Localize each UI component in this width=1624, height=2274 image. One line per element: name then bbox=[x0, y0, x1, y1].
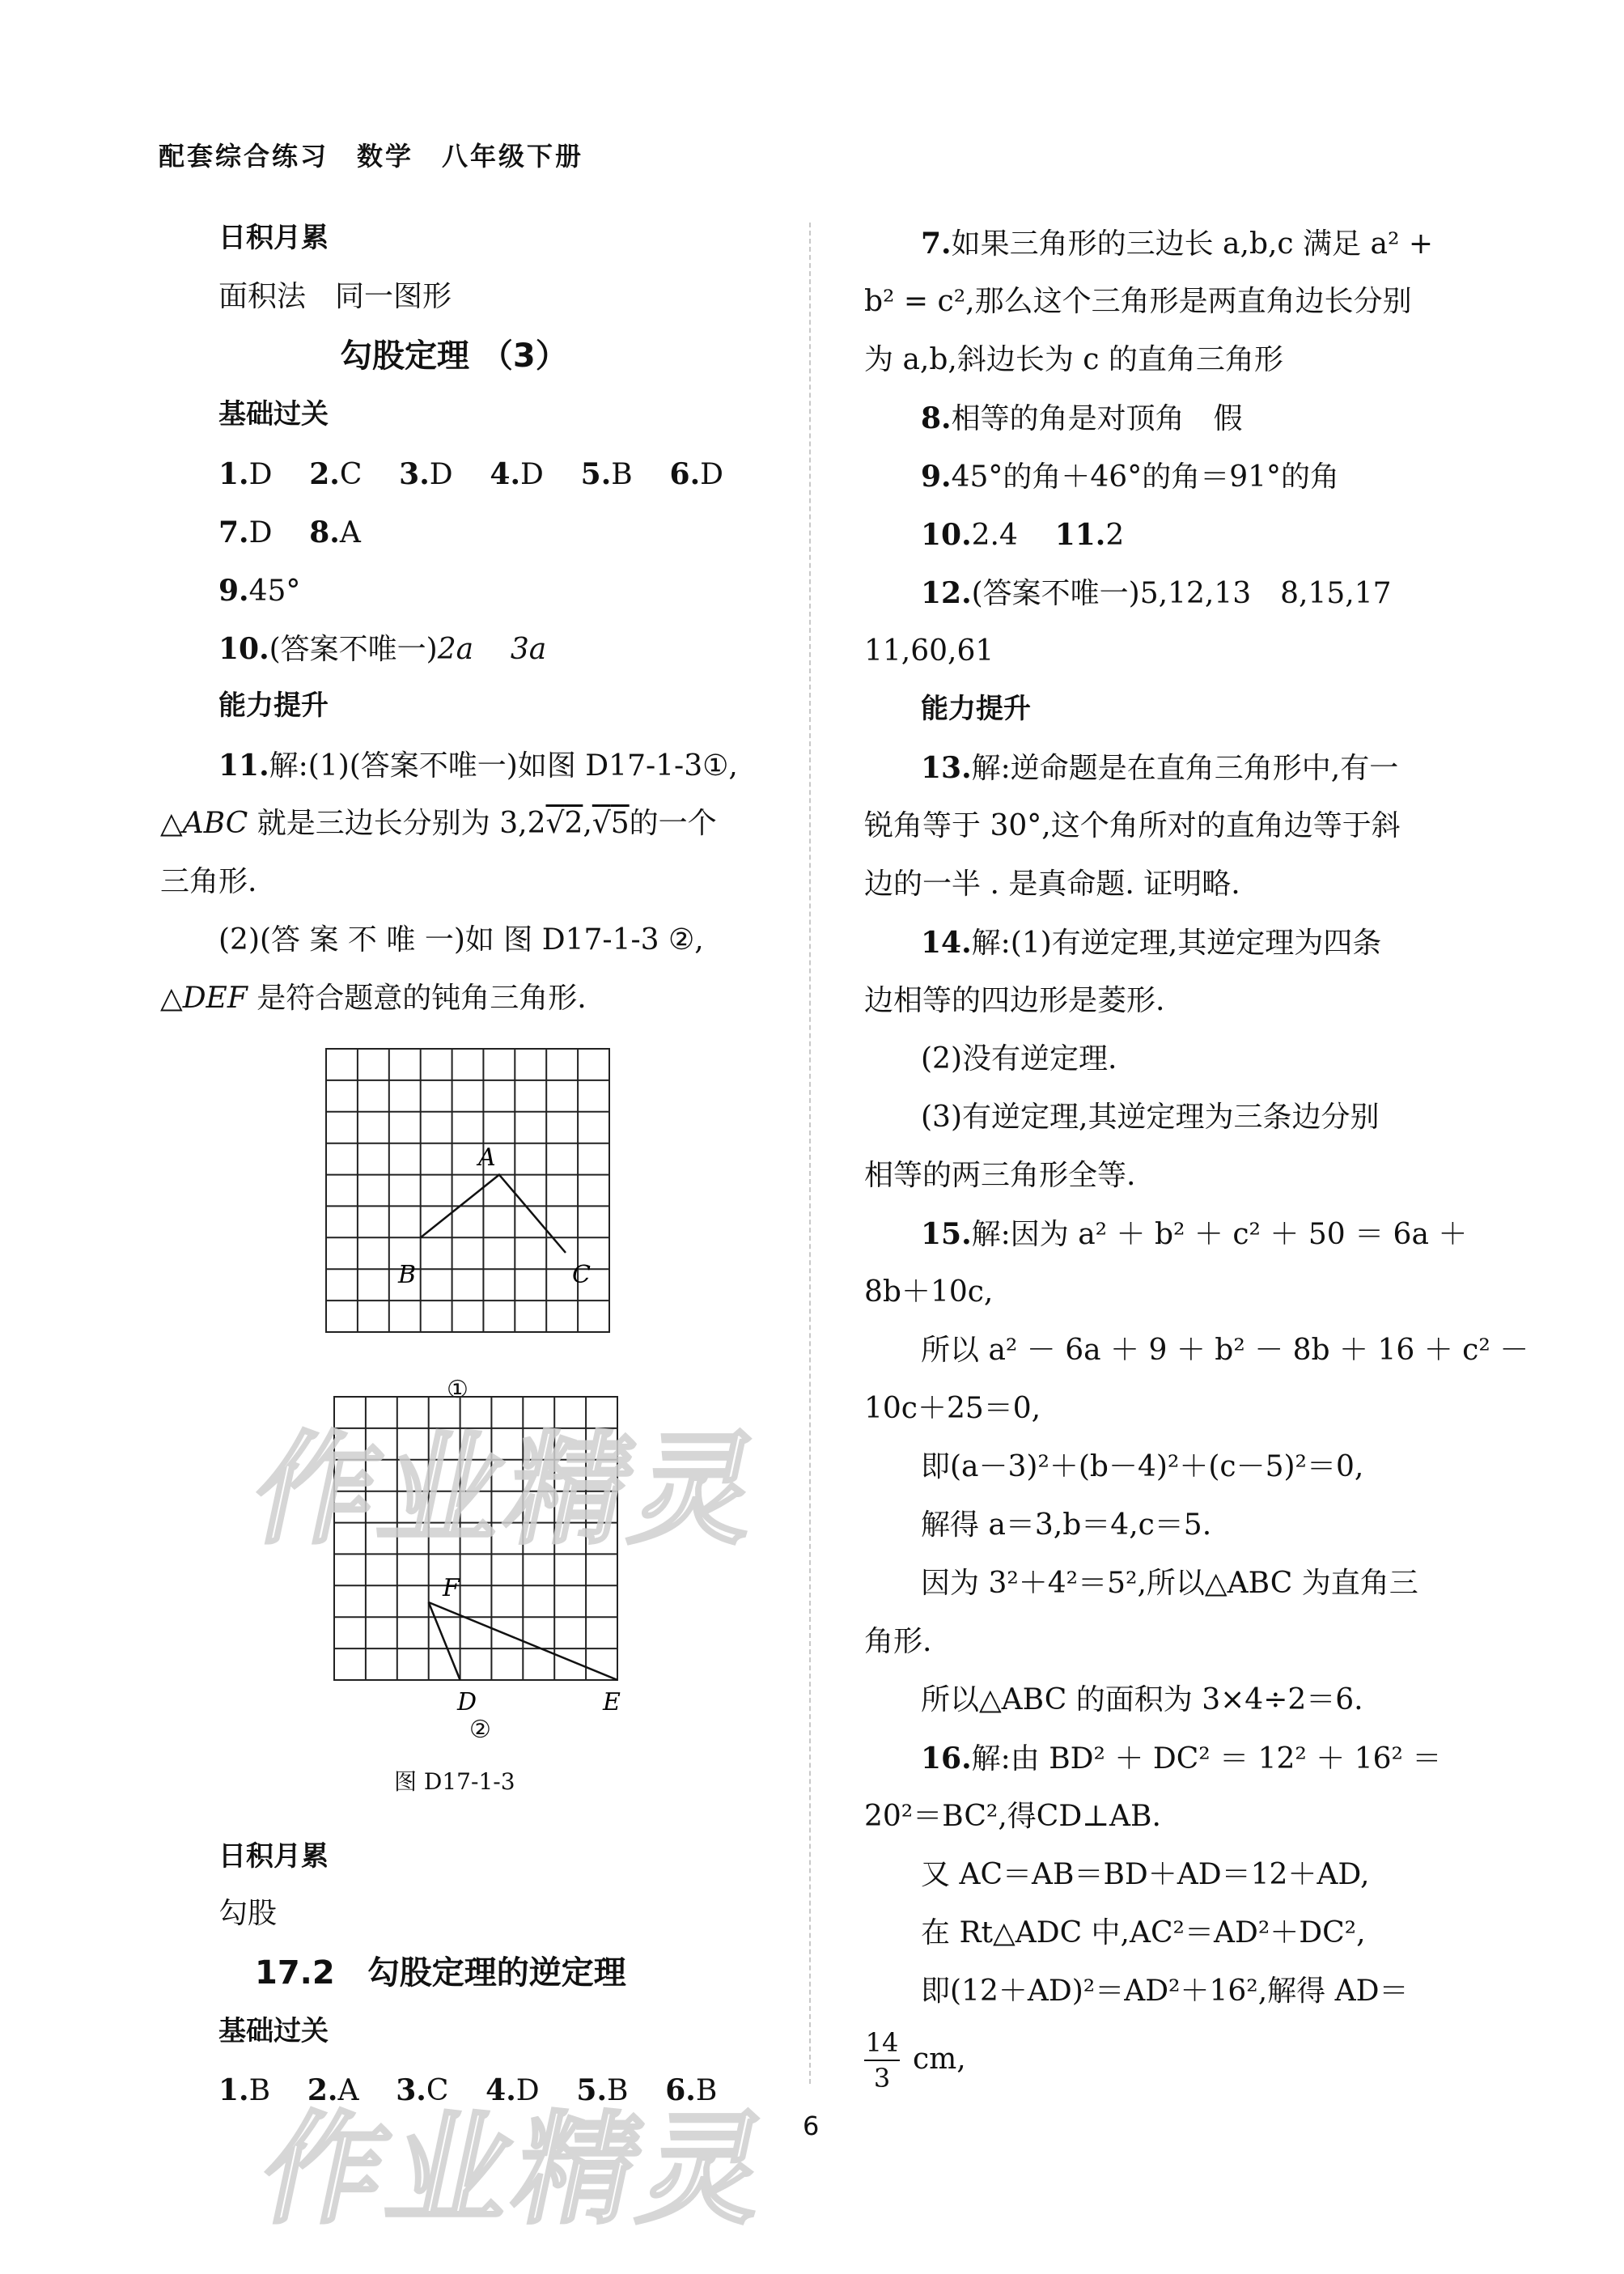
q11-line-1 bbox=[218, 751, 738, 781]
fraction-denominator: 3 bbox=[873, 2063, 891, 2094]
section-heading-basic: 基础过关 bbox=[218, 398, 329, 431]
q7-line-3: 为 a,b,斜边长为 c 的直角三角形 bbox=[864, 343, 1283, 376]
q-ans: 2a bbox=[437, 633, 474, 666]
q-ans: D bbox=[515, 2074, 540, 2107]
figure-2-caption: ② bbox=[469, 1716, 491, 1744]
label-c: C bbox=[572, 1261, 591, 1289]
q-num: 15. bbox=[921, 1217, 972, 1251]
q-num: 2. bbox=[309, 457, 340, 491]
section-title-pythagoras-3: 勾股定理 （3） bbox=[340, 337, 568, 375]
label-b: B bbox=[398, 1261, 417, 1289]
q-num: 1. bbox=[218, 457, 249, 491]
q14-line-5: 相等的两三角形全等. bbox=[864, 1159, 1136, 1192]
q14-line-1 bbox=[921, 928, 1381, 958]
section-heading-ability: 能力提升 bbox=[218, 689, 329, 722]
q16-line-1 bbox=[921, 1744, 1441, 1774]
q-text: 解:因为 a² ＋ b² ＋ c² ＋ 50 ＝ 6a ＋ bbox=[971, 1218, 1468, 1251]
grid-lines bbox=[326, 1049, 609, 1332]
q15-line-6: 解得 a＝3,b＝4,c＝5. bbox=[921, 1508, 1212, 1542]
fraction-14-3 bbox=[864, 2027, 900, 2094]
q-num: 6. bbox=[669, 457, 701, 491]
label-f: F bbox=[443, 1574, 460, 1602]
section-heading-basic-2: 基础过关 bbox=[218, 2015, 329, 2047]
q-num: 8. bbox=[921, 401, 952, 435]
sqrt-expression: √5 bbox=[592, 807, 630, 840]
basic-answers-17-2 bbox=[218, 2073, 718, 2107]
q-ans: 45° bbox=[248, 575, 301, 608]
q15-line-7: 因为 3²＋4²＝5²,所以△ABC 为直角三 bbox=[921, 1567, 1418, 1600]
q-text: 相等的角是对顶角 假 bbox=[951, 402, 1243, 435]
q16-unit: cm, bbox=[913, 2043, 966, 2076]
q-text: 解:(1)有逆定理,其逆定理为四条 bbox=[971, 927, 1382, 960]
q-num: 10. bbox=[921, 518, 972, 552]
q-num: 13. bbox=[921, 751, 972, 785]
q-ans: D bbox=[700, 458, 723, 491]
q-num: 10. bbox=[218, 632, 269, 666]
q16-line-3: 又 AC＝AB＝BD＋AD＝12＋AD, bbox=[921, 1858, 1370, 1891]
q11-line-3: 三角形. bbox=[160, 865, 257, 898]
q-num: 11. bbox=[218, 749, 269, 783]
q15-line-4: 10c＋25＝0, bbox=[864, 1392, 1041, 1425]
q11-line-2 bbox=[160, 809, 717, 838]
page-header: 配套综合练习 数学 八年级下册 bbox=[159, 141, 584, 172]
q-num: 2. bbox=[307, 2073, 338, 2107]
fraction-numerator: 14 bbox=[864, 2027, 900, 2061]
q-ans: A bbox=[337, 2074, 359, 2107]
q-ans: A bbox=[339, 516, 361, 549]
q13-line-3: 边的一半 . 是真命题. 证明略. bbox=[864, 868, 1240, 901]
triangle-name: ABC bbox=[182, 807, 248, 840]
triangle-symbol: △ bbox=[160, 982, 183, 1015]
q-num: 7. bbox=[921, 227, 952, 261]
grid-border bbox=[334, 1397, 617, 1680]
q-ans: D bbox=[248, 458, 273, 491]
figure-caption: 图 D17-1-3 bbox=[394, 1768, 515, 1795]
q-num: 14. bbox=[921, 926, 972, 960]
q11-line-5 bbox=[160, 984, 587, 1013]
q15-line-1 bbox=[921, 1217, 1468, 1251]
section-title-17-2: 17.2 勾股定理的逆定理 bbox=[255, 1954, 626, 1992]
section-heading-ability-right: 能力提升 bbox=[921, 693, 1031, 725]
grid-inner-lines bbox=[334, 1397, 617, 1680]
figure-1-caption: ① bbox=[447, 1376, 469, 1404]
q7-line-1 bbox=[921, 229, 1433, 259]
triangle-name: DEF bbox=[182, 982, 248, 1015]
q15-line-9: 所以△ABC 的面积为 3×4÷2＝6. bbox=[921, 1683, 1363, 1716]
triangle-abc bbox=[421, 1175, 566, 1253]
q-ans: C bbox=[339, 458, 363, 491]
q9-answer bbox=[218, 576, 300, 606]
q-num: 6. bbox=[665, 2073, 696, 2107]
q-text: 解:(1)(答案不唯一)如图 D17-1-3①, bbox=[269, 749, 738, 783]
label-d: D bbox=[457, 1688, 477, 1716]
q-text: , bbox=[583, 807, 592, 840]
grid-border bbox=[326, 1049, 609, 1332]
grid-lines bbox=[334, 1397, 617, 1680]
accumulate-answer: 面积法 同一图形 bbox=[218, 280, 452, 313]
q16-line-5: 即(12＋AD)²＝AD²＋16²,解得 AD＝ bbox=[921, 1975, 1409, 2008]
figure-2-grid bbox=[328, 1392, 627, 1716]
figure-1-grid bbox=[320, 1044, 619, 1360]
q-text: 的一个 bbox=[629, 807, 717, 840]
q-text: 45°的角＋46°的角＝91°的角 bbox=[951, 460, 1340, 494]
basic-answers-row-2 bbox=[218, 515, 361, 549]
q7-line-2: b² = c²,那么这个三角形是两直角边长分别 bbox=[864, 285, 1412, 318]
q-ans: B bbox=[611, 458, 633, 491]
q-num: 7. bbox=[218, 515, 249, 549]
q-note: (答案不唯一) bbox=[269, 633, 438, 666]
q-text: 是符合题意的钝角三角形. bbox=[247, 982, 587, 1015]
q-num: 11. bbox=[1054, 518, 1106, 552]
q12-line-2: 11,60,61 bbox=[864, 634, 994, 668]
q15-line-2: 8b＋10c, bbox=[864, 1275, 994, 1309]
q14-line-3: (2)没有逆定理. bbox=[921, 1042, 1117, 1075]
sqrt-value: 5 bbox=[610, 807, 630, 840]
q-ans: D bbox=[520, 458, 544, 491]
q13-line-1 bbox=[921, 753, 1398, 783]
q-ans: B bbox=[248, 2074, 271, 2107]
basic-answers-row-1 bbox=[218, 457, 723, 491]
q-text: 2 bbox=[1105, 519, 1125, 552]
q16-line-2: 20²＝BC²,得CD⊥AB. bbox=[864, 1800, 1161, 1833]
column-divider bbox=[809, 223, 811, 2084]
page-number: 6 bbox=[803, 2111, 820, 2141]
accumulate-answer-2: 勾股 bbox=[218, 1897, 278, 1930]
q-ans: C bbox=[426, 2074, 449, 2107]
q-ans: B bbox=[606, 2074, 629, 2107]
q-num: 4. bbox=[490, 457, 521, 491]
section-heading-accumulate: 日积月累 bbox=[218, 222, 329, 254]
watermark-middle: 作业精灵 bbox=[241, 1420, 777, 1561]
q-num: 3. bbox=[396, 2073, 426, 2107]
q-text: 就是三边长分别为 3,2 bbox=[248, 807, 546, 840]
q10-answer bbox=[218, 634, 546, 664]
q15-line-5: 即(a－3)²＋(b－4)²＋(c－5)²＝0, bbox=[921, 1450, 1364, 1483]
q-num: 5. bbox=[576, 2073, 607, 2107]
q-text: 解:逆命题是在直角三角形中,有一 bbox=[971, 752, 1399, 785]
triangle-abc-sides bbox=[421, 1175, 566, 1253]
q-num: 16. bbox=[921, 1742, 972, 1776]
label-e: E bbox=[603, 1688, 621, 1716]
q14-line-2: 边相等的四边形是菱形. bbox=[864, 984, 1165, 1017]
label-a: A bbox=[478, 1143, 496, 1172]
q11-line-4: (2)(答 案 不 唯 一)如 图 D17-1-3 ②, bbox=[218, 923, 704, 957]
q12-line-1 bbox=[921, 576, 1392, 610]
sqrt-expression: √2 bbox=[545, 807, 583, 840]
q15-line-8: 角形. bbox=[864, 1625, 932, 1658]
q-num: 9. bbox=[218, 574, 249, 608]
q-ans: 3a bbox=[510, 633, 547, 666]
grid-inner-lines bbox=[326, 1049, 609, 1332]
q-ans: D bbox=[248, 516, 273, 549]
q13-line-2: 锐角等于 30°,这个角所对的直角边等于斜 bbox=[864, 809, 1401, 842]
q16-line-4: 在 Rt△ADC 中,AC²＝AD²＋DC², bbox=[921, 1916, 1366, 1949]
q-num: 5. bbox=[580, 457, 612, 491]
q-num: 1. bbox=[218, 2073, 249, 2107]
section-heading-accumulate-2: 日积月累 bbox=[218, 1840, 329, 1873]
q-ans: D bbox=[429, 458, 453, 491]
q-text: 如果三角形的三边长 a,b,c 满足 a² + bbox=[951, 227, 1433, 261]
q15-line-3: 所以 a² － 6a ＋ 9 ＋ b² － 8b ＋ 16 ＋ c² － bbox=[921, 1334, 1529, 1367]
q-num: 8. bbox=[309, 515, 340, 549]
q-num: 3. bbox=[399, 457, 430, 491]
q-text: (答案不唯一)5,12,13 8,15,17 bbox=[971, 577, 1392, 610]
q-num: 4. bbox=[486, 2073, 516, 2107]
q-ans: B bbox=[695, 2074, 718, 2107]
q10-q11-answers bbox=[921, 520, 1124, 550]
q9-answer-right bbox=[921, 462, 1339, 492]
q-text: 解:由 BD² ＋ DC² ＝ 12² ＋ 16² ＝ bbox=[971, 1742, 1442, 1776]
q8-answer bbox=[921, 401, 1243, 435]
q-num: 12. bbox=[921, 576, 972, 610]
q14-line-4: (3)有逆定理,其逆定理为三条边分别 bbox=[921, 1101, 1380, 1134]
triangle-symbol: △ bbox=[160, 807, 183, 840]
watermark-bottom: 作业精灵 bbox=[249, 2100, 785, 2241]
sqrt-value: 2 bbox=[564, 807, 583, 840]
q-text: 2.4 bbox=[971, 519, 1018, 552]
q-num: 9. bbox=[921, 460, 952, 494]
